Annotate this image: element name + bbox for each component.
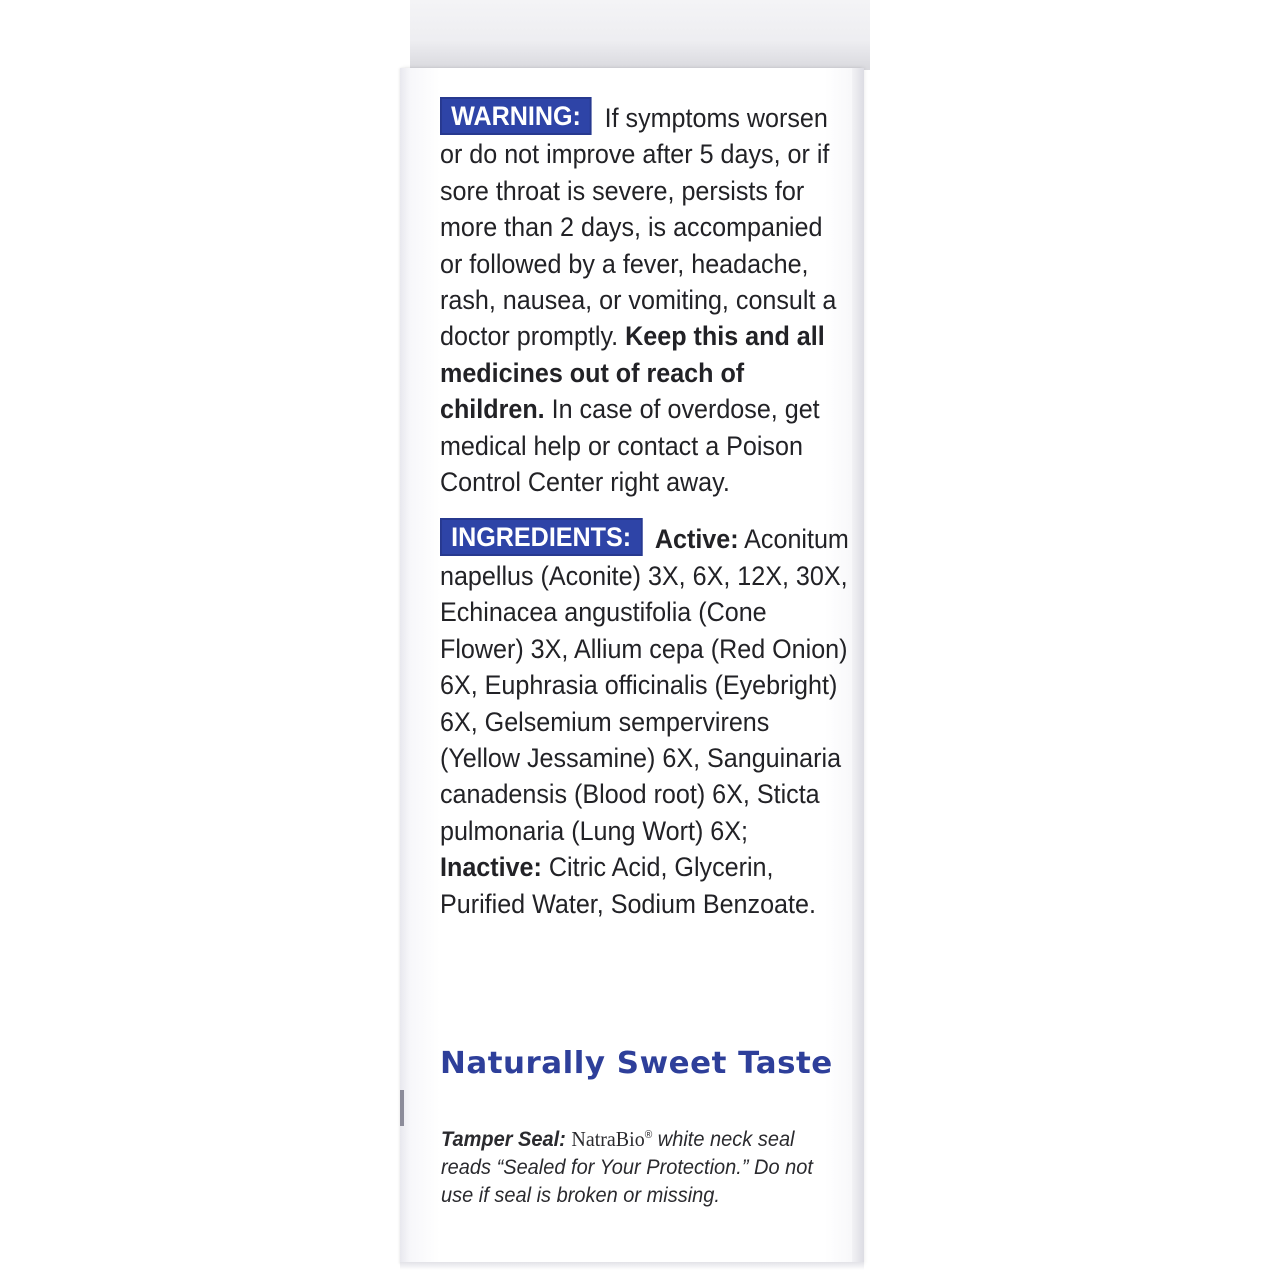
box-right-edge [852,68,864,1264]
inactive-label: Inactive: [440,852,542,883]
warning-label: WARNING: [440,97,592,135]
tamper-seal-paragraph [441,1121,832,1209]
warning-text-1: If symptoms worsen or do not improve after 5 days, or if sore throat is severe, persists for more than 2 days, is accompanied or followed by a fever, headache, rash, nausea, or vomiting, consult a doctor promptly. [440,103,837,352]
tamper-seal-label: Tamper Seal: [441,1127,566,1151]
warning-keep-away-text: Keep this and all medicines out of reach of children. [440,321,825,425]
ingredients-paragraph [440,518,849,921]
registered-mark: ® [644,1129,653,1141]
label-text-area [440,97,850,922]
warning-text-2: In case of overdose, get medical help or contact a Poison Control Center right away. [440,394,820,498]
active-ingredients-text: Aconitum napellus (Aconite) 3X, 6X, 12X, 30X, Echinacea angustifolia (Cone Flower) 3X, Allium cepa (Red Onion) 6X, Euphrasia officinalis (Eyebright) 6X, Gelsemium sempervirens (Yellow Jessamine) 6X, Sanguinaria canadensis (Blood root) 6X, Sticta pulmonaria (Lung Wort) 6X; [440,524,849,846]
brand-name: NatraBio [571,1127,645,1151]
active-label: Active: [654,524,739,555]
ingredients-label: INGREDIENTS: [440,518,642,556]
inactive-ingredients-text: Citric Acid, Glycerin, Purified Water, Sodium Benzoate. [440,852,816,919]
tamper-seal-text: white neck seal reads “Sealed for Your Protection.” Do not use if seal is broken or missing. [441,1127,813,1207]
box-top-flap-shadow [410,40,870,70]
box-edge-mark [400,1090,404,1126]
box-bottom-edge [400,1262,864,1270]
taste-tagline: Naturally Sweet Taste [440,1046,833,1081]
warning-paragraph [440,97,849,500]
